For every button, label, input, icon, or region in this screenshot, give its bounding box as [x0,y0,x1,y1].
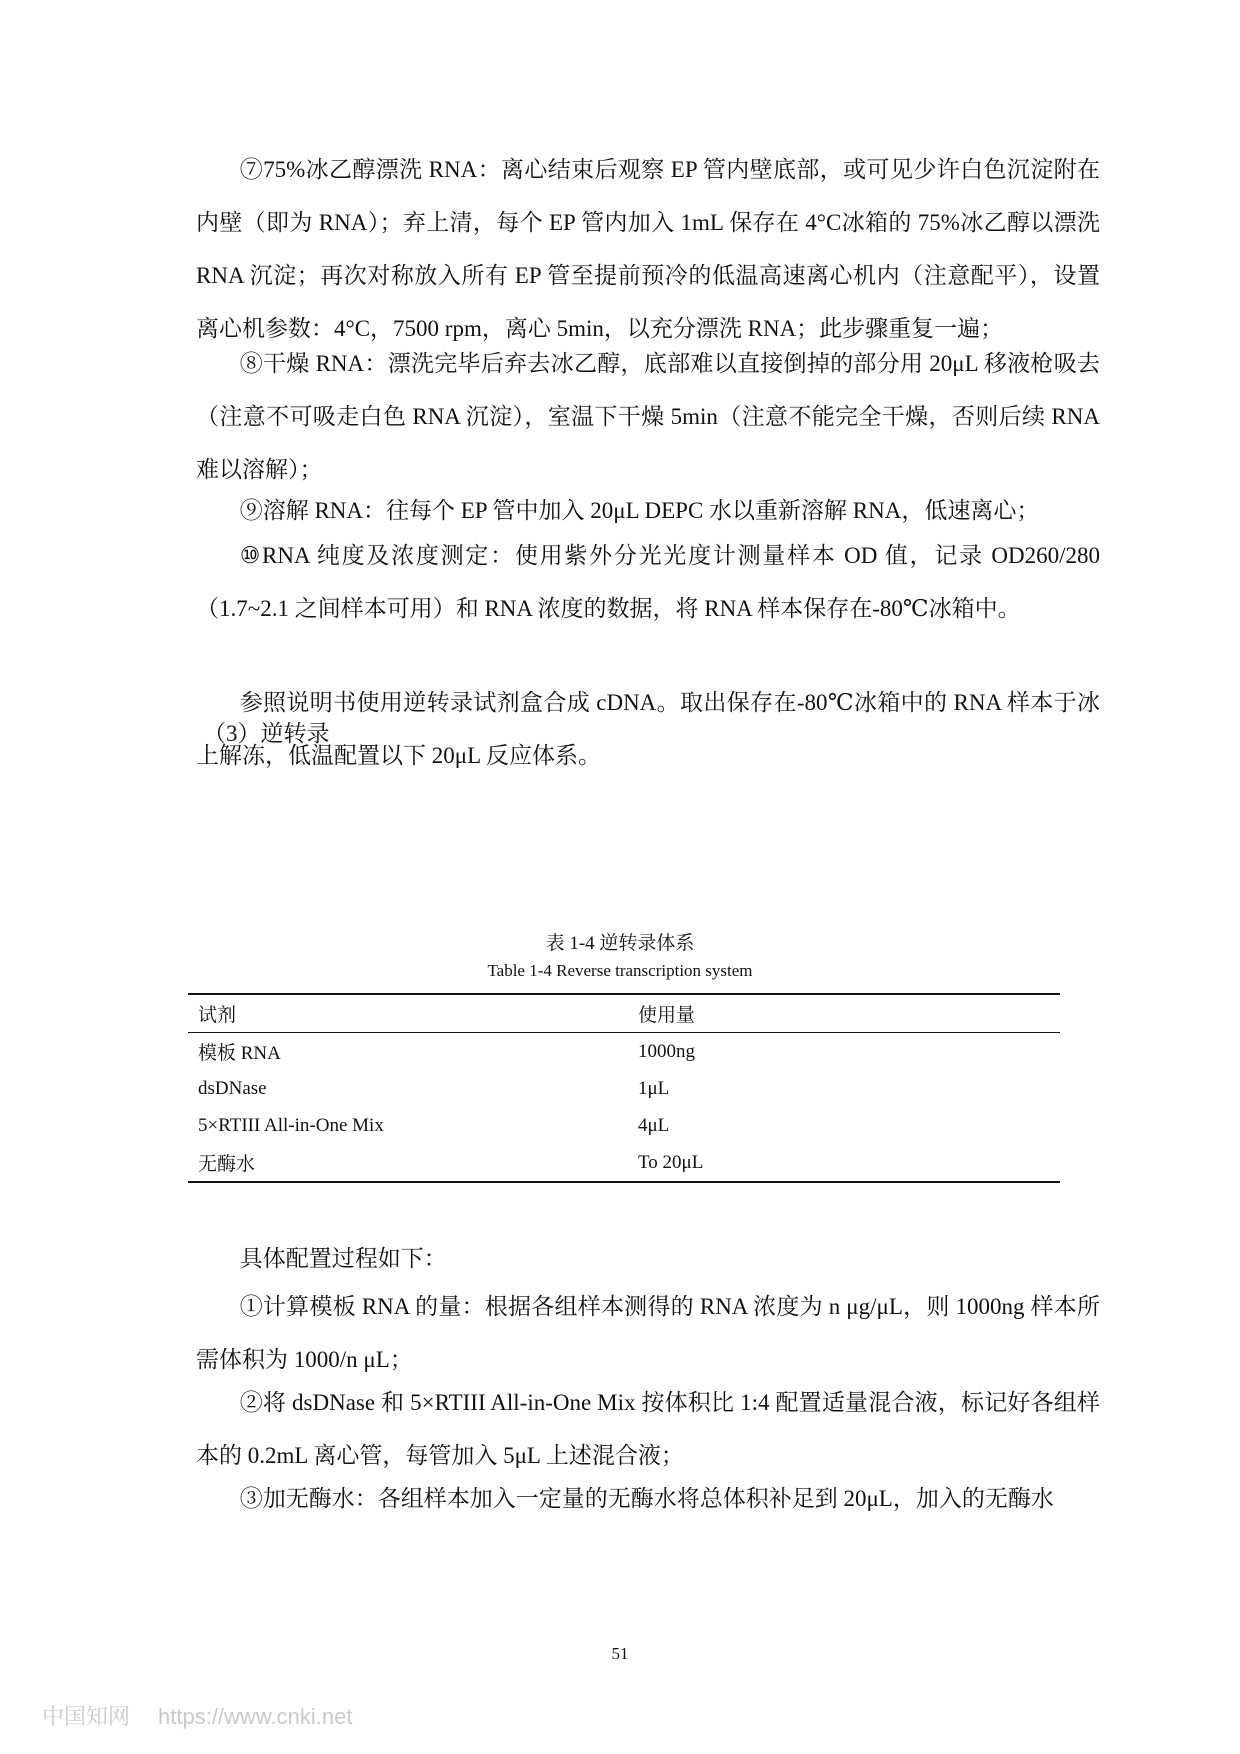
table-cell-reagent: 模板 RNA [198,1043,281,1064]
header-reagent: 试剂 [198,1005,237,1026]
table-cell-amount: To 20μL [638,1151,704,1173]
watermark-url: https://www.cnki.net [158,1704,353,1729]
paragraph-step7: ⑦75%冰乙醇漂洗 RNA：离心结束后观察 EP 管内壁底部，或可见少许白色沉淀附在内壁（即为 RNA）；弃上清，每个 EP 管内加入 1mL 保存在 4°C冰箱的 75%冰乙醇以漂洗 RNA 沉淀；再次对称放入所有 EP 管至提前预冷的低温高速离心机内（注意配平），设置离心机参数：4°C，7500 rpm，离心 5min，以充分漂洗 RNA；此步骤重复一遍； [196,157,1100,341]
paragraph-step8: ⑧干燥 RNA：漂洗完毕后弃去冰乙醇，底部难以直接倒掉的部分用 20μL 移液枪吸去（注意不可吸走白色 RNA 沉淀），室温下干燥 5min（注意不能完全干燥，否则后续 RNA 难以溶解）； [196,351,1100,482]
table-cell-reagent: 5×RTIII All-in-One Mix [198,1114,384,1136]
page-number: 51 [611,1644,629,1663]
paragraph-procedure-intro: 具体配置过程如下： [239,1246,447,1271]
header-amount: 使用量 [638,1005,696,1026]
table-cell-amount: 1000ng [638,1040,695,1062]
paragraph-step1: ①计算模板 RNA 的量：根据各组样本测得的 RNA 浓度为 n μg/μL，则 1000ng 样本所需体积为 1000/n μL； [196,1294,1100,1372]
table-cell-amount: 4μL [638,1114,670,1136]
paragraph-intro: 参照说明书使用逆转录试剂盒合成 cDNA。取出保存在-80℃冰箱中的 RNA 样本于冰上解冻，低温配置以下 20μL 反应体系。 [196,690,1100,768]
table-row [188,1144,1060,1182]
reverse-transcription-table [188,993,1060,1183]
table-row [188,1107,1060,1144]
watermark-site-name: 中国知网 [42,1704,131,1729]
table-cell-amount: 1μL [638,1077,670,1099]
paragraph-step10: ⑩RNA 纯度及浓度测定：使用紫外分光光度计测量样本 OD 值，记录 OD260/280（1.7~2.1 之间样本可用）和 RNA 浓度的数据，将 RNA 样本保存在-80℃冰箱中。 [196,543,1100,621]
table-caption-en: Table 1-4 Reverse transcription system [487,961,753,980]
cnki-watermark [42,1700,380,1731]
table-cell-reagent: 无酶水 [198,1154,256,1175]
table-caption-zh: 表 1-4 逆转录体系 [545,933,695,954]
paragraph-step2: ②将 dsDNase 和 5×RTIII All-in-One Mix 按体积比 1:4 配置适量混合液，标记好各组样本的 0.2mL 离心管，每管加入 5μL 上述混合液； [196,1390,1100,1468]
section-heading-reverse-transcription: （3）逆转录 [203,721,330,746]
table-header-row [188,994,1060,1033]
table-cell-reagent: dsDNase [198,1077,267,1099]
paragraph-step9: ⑨溶解 RNA：往每个 EP 管中加入 20μL DEPC 水以重新溶解 RNA，低速离心； [239,498,1040,523]
table-row [188,1070,1060,1107]
paragraph-step3: ③加无酶水：各组样本加入一定量的无酶水将总体积补足到 20μL，加入的无酶水 [239,1486,1054,1511]
table-row [188,1033,1060,1071]
